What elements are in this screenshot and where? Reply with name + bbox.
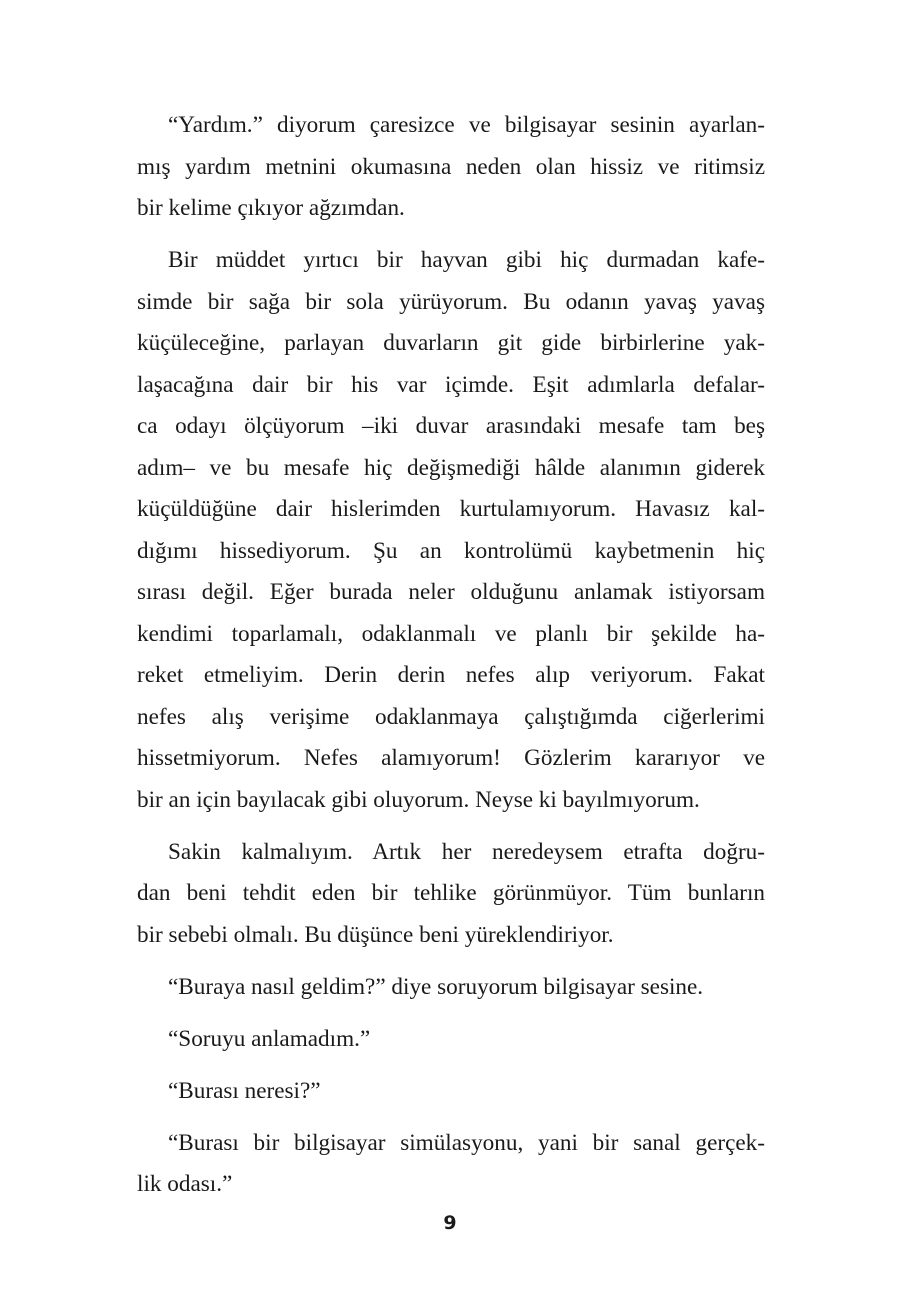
text-line: simde bir sağa bir sola yürüyorum. Bu odanın yavaş yavaş: [137, 288, 765, 315]
text-line: “Yardım.” diyorum çaresizce ve bilgisayar sesinin ayarlan-: [168, 112, 765, 138]
body-text: [137, 105, 765, 1206]
text-line: Bir müddet yırtıcı bir hayvan gibi hiç durmadan kafe-: [168, 247, 765, 273]
text-line: “Buraya nasıl geldim?” diye soruyorum bilgisayar sesine.: [168, 973, 704, 1000]
text-line: Sakin kalmalıyım. Artık her neredeysem etrafta doğru-: [168, 838, 765, 865]
text-line: adım– ve bu mesafe hiç değişmediği hâlde alanımın giderek: [137, 454, 765, 481]
text-line: lik odası.”: [137, 1171, 233, 1197]
text-line: dığımı hissediyorum. Şu an kontrolümü kaybetmenin hiç: [137, 537, 765, 564]
text-line: küçüldüğüne dair hislerimden kurtulamıyorum. Havasız kal-: [137, 496, 765, 522]
text-line: hissetmiyorum. Nefes alamıyorum! Gözlerim kararıyor ve: [137, 745, 765, 771]
paragraph: [137, 240, 765, 821]
text-line: ca odayı ölçüyorum –iki duvar arasındaki mesafe tam beş: [137, 413, 765, 439]
text-line: bir an için bayılacak gibi oluyorum. Neyse ki bayılmıyorum.: [137, 786, 700, 813]
paragraph: [137, 967, 765, 1009]
text-line: “Soruyu anlamadım.”: [168, 1025, 371, 1052]
text-line: kendimi toparlamalı, odaklanmalı ve planlı bir şekilde ha-: [137, 620, 765, 647]
text-line: nefes alış verişime odaklanmaya çalıştığımda ciğerlerimi: [137, 703, 765, 730]
text-line: bir kelime çıkıyor ağzımdan.: [137, 195, 405, 221]
paragraph: [137, 1123, 765, 1206]
paragraph: [137, 1019, 765, 1061]
text-line: “Burası bir bilgisayar simülasyonu, yani bir sanal gerçek-: [168, 1129, 765, 1156]
text-line: sırası değil. Eğer burada neler olduğunu anlamak istiyorsam: [137, 579, 765, 605]
paragraph: [137, 832, 765, 957]
paragraph: [137, 105, 765, 230]
text-line: küçüleceğine, parlayan duvarların git gide birbirlerine yak-: [137, 330, 765, 356]
page-number: 9: [443, 1212, 457, 1234]
text-line: “Burası neresi?”: [168, 1077, 321, 1104]
text-line: laşacağına dair bir his var içimde. Eşit adımlarla defalar-: [137, 371, 765, 398]
text-line: reket etmeliyim. Derin derin nefes alıp veriyorum. Fakat: [137, 662, 765, 688]
text-line: mış yardım metnini okumasına neden olan hissiz ve ritimsiz: [137, 153, 765, 180]
text-line: bir sebebi olmalı. Bu düşünce beni yüreklendiriyor.: [137, 921, 614, 948]
paragraph: [137, 1071, 765, 1113]
text-line: dan beni tehdit eden bir tehlike görünmüyor. Tüm bunların: [137, 880, 765, 906]
